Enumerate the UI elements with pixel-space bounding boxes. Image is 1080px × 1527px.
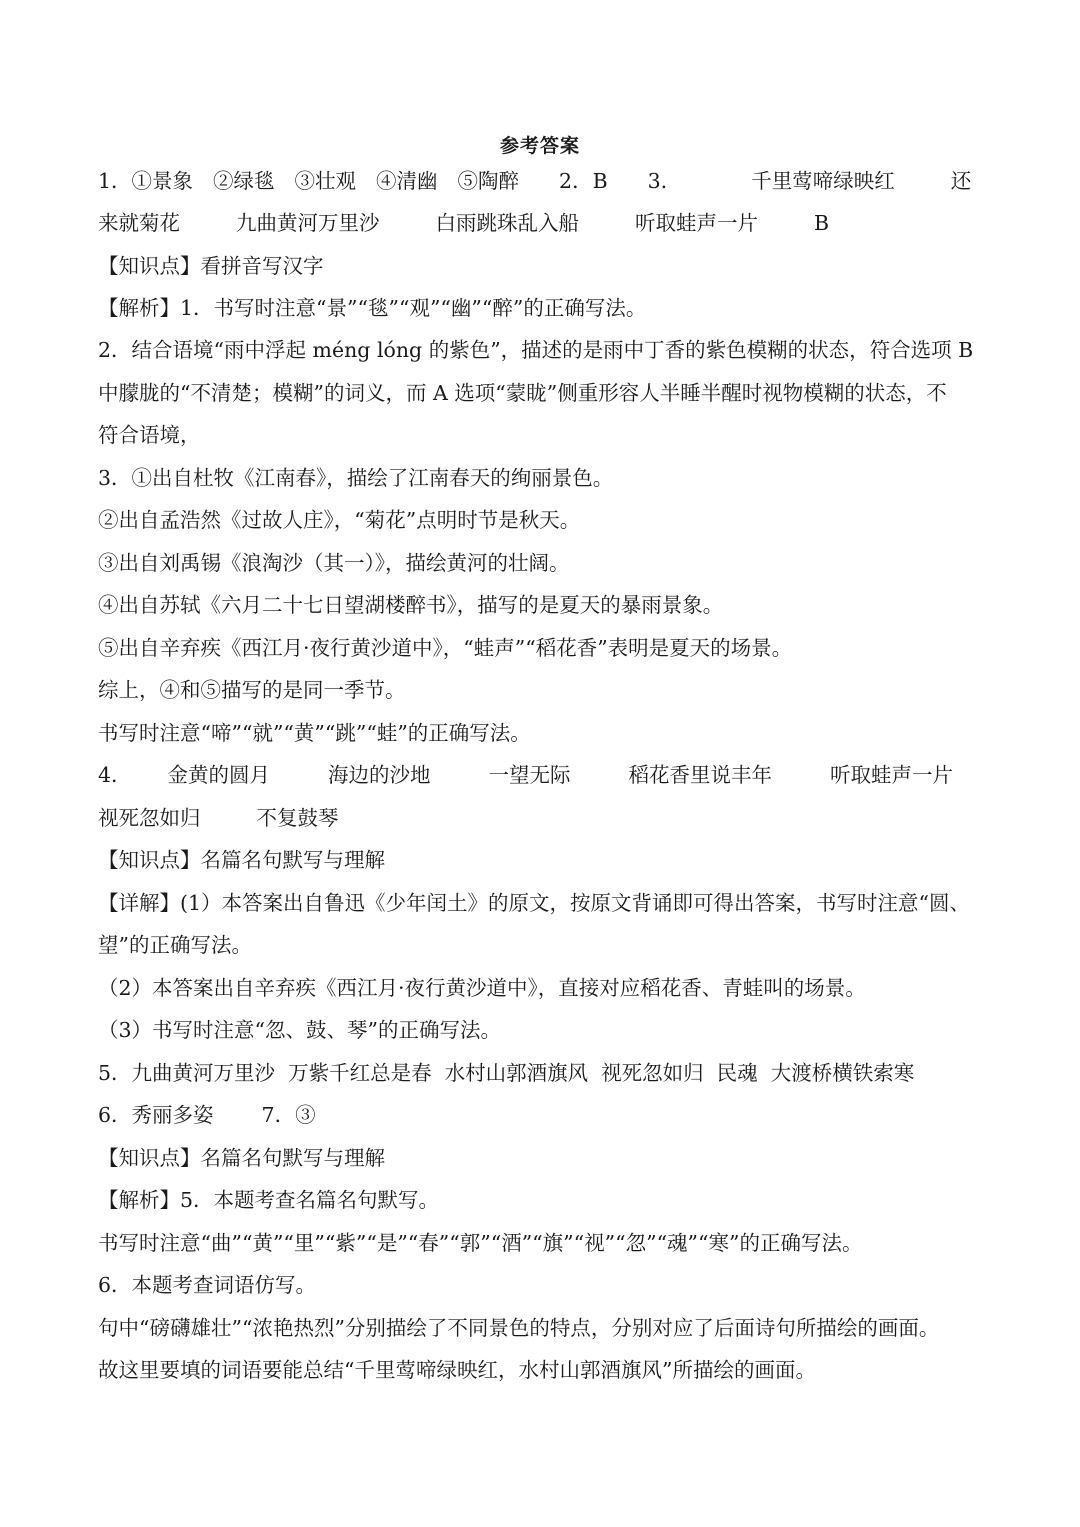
answer-line-q4-cont — [98, 803, 988, 833]
q3-answer: 九曲黄河万里沙 — [236, 211, 380, 235]
text-line: 【详解】(1）本答案出自鲁迅《少年闰土》的原文，按原文背诵即可得出答案，书写时注意“圆、 — [98, 891, 971, 915]
text-line: 2．结合语境“雨中浮起 méng lóng 的紫色”，描述的是雨中丁香的紫色模糊的状态，符合选项 B — [98, 338, 974, 362]
text-line: 【知识点】名篇名句默写与理解 — [98, 848, 385, 872]
q1-item: ③壮观 — [294, 169, 357, 193]
text-line: ③出自刘禹锡《浪淘沙（其一）》，描绘黄河的壮阔。 — [98, 551, 570, 575]
text-line: 5．九曲黄河万里沙 万紫千红总是春 水村山郭酒旗风 视死忽如归 民魂 大渡桥横铁索寒 — [98, 1061, 915, 1085]
text-line: 【解析】5．本题考查名篇名句默写。 — [98, 1188, 440, 1212]
q4-answer: 视死忽如归 — [98, 806, 201, 830]
text-line: 3．①出自杜牧《江南春》，描绘了江南春天的绚丽景色。 — [98, 466, 614, 490]
answer-line-q6-q7 — [98, 1100, 988, 1130]
text-line: 【知识点】名篇名句默写与理解 — [98, 1146, 385, 1170]
answer-line-q3 — [98, 208, 988, 238]
text-line: 书写时注意“曲”“黄”“里”“紫”“是”“春”“郭”“酒”“旗”“视”“忽”“魂”“寒”的正确写法。 — [98, 1231, 863, 1255]
page-title: 参考答案 — [499, 135, 580, 157]
q1-item: ④清幽 — [376, 169, 438, 193]
text-line: 综上，④和⑤描写的是同一季节。 — [98, 678, 406, 702]
q4-answer: 金黄的圆月 — [167, 763, 271, 787]
q3-answer: 来就菊花 — [98, 211, 180, 235]
q1-number: 1． — [98, 169, 132, 193]
q1-item: ①景象 — [131, 169, 194, 193]
q4-answer: 听取蛙声一片 — [830, 763, 954, 787]
text-line: 书写时注意“啼”“就”“黄”“跳”“蛙”的正确写法。 — [98, 721, 531, 745]
q7-answer: 7．③ — [261, 1103, 316, 1127]
text-line: ④出自苏轼《六月二十七日望湖楼醉书》，描写的是夏天的暴雨景象。 — [98, 593, 724, 617]
text-line: 故这里要填的词语要能总结“千里莺啼绿映红，水村山郭酒旗风”所描绘的画面。 — [98, 1358, 816, 1382]
q3-answer: 千里莺啼绿映红 — [751, 169, 895, 193]
text-line: 中朦胧的“不清楚；模糊”的词义，而 A 选项“蒙眬”侧重形容人半睡半醒时视物模糊的状态，不 — [98, 381, 947, 405]
q4-answer: 一望无际 — [488, 763, 571, 787]
text-line: 【知识点】看拼音写汉字 — [98, 254, 324, 278]
text-line: ⑤出自辛弃疾《西江月·夜行黄沙道中》，“蛙声”“稻花香”表明是夏天的场景。 — [98, 636, 793, 660]
q3-answer-wrap: 还 — [950, 169, 972, 193]
q3-answer: 白雨跳珠乱入船 — [435, 211, 579, 235]
text-line: （2）本答案出自辛弃疾《西江月·夜行黄沙道中》，直接对应稻花香、青蛙叫的场景。 — [98, 976, 866, 1000]
text-line: 【解析】1．书写时注意“景”“毯”“观”“幽”“醉”的正确写法。 — [98, 296, 647, 320]
q6-answer: 6．秀丽多姿 — [98, 1103, 214, 1127]
text-line: 句中“磅礴雄壮”“浓艳热烈”分别描绘了不同景色的特点，分别对应了后面诗句所描绘的画面。 — [98, 1316, 940, 1340]
text-line: 符合语境， — [98, 423, 201, 447]
q4-answer: 不复鼓琴 — [256, 806, 339, 830]
answer-line-q1 — [98, 166, 988, 196]
text-line: （3）书写时注意“忽、鼓、琴”的正确写法。 — [98, 1018, 502, 1042]
q4-number: 4． — [98, 763, 132, 787]
text-line: 望”的正确写法。 — [98, 933, 252, 957]
q4-answer: 海边的沙地 — [328, 763, 431, 787]
q3-answer: 听取蛙声一片 — [635, 211, 758, 235]
q3-number: 3． — [647, 169, 682, 193]
q1-item: ⑤陶醉 — [457, 169, 520, 193]
text-line: 6．本题考查词语仿写。 — [98, 1273, 317, 1297]
q1-item: ②绿毯 — [213, 169, 275, 193]
q3-answer: B — [814, 211, 830, 235]
q2-answer: 2．B — [559, 169, 608, 193]
answer-line-q4 — [98, 760, 988, 790]
q4-answer: 稻花香里说丰年 — [628, 763, 773, 787]
text-line: ②出自孟浩然《过故人庄》，“菊花”点明时节是秋天。 — [98, 508, 581, 532]
